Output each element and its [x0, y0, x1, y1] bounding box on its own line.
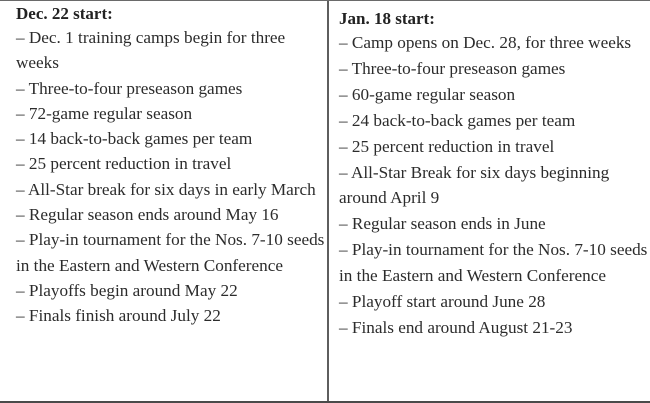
list-item: – 24 back-to-back games per team — [339, 110, 576, 130]
list-item: – 72-game regular season — [16, 103, 193, 123]
list-item: – Regular season ends in June — [339, 214, 546, 234]
list-item: – Regular season ends around May 16 — [16, 205, 279, 225]
list-item: – Playoffs begin around May 22 — [16, 280, 238, 300]
column-title: Dec. 22 start: — [16, 4, 113, 23]
list-item: – 14 back-to-back games per team — [16, 129, 253, 149]
jan-18-start-column — [327, 1, 650, 401]
list-item: – 60-game regular season — [339, 84, 516, 104]
list-item: – Dec. 1 training camps begin for three weeks — [16, 28, 286, 73]
list-item: – Play-in tournament for the Nos. 7-10 seeds in the Eastern and Western Conference — [339, 240, 648, 286]
list-item: – Finals end around August 21-23 — [339, 317, 573, 337]
column-title: Jan. 18 start: — [339, 9, 435, 28]
list-item: – All-Star Break for six days beginning around April 9 — [339, 162, 610, 208]
list-item: – 25 percent reduction in travel — [339, 136, 555, 156]
schedule-list — [16, 25, 325, 329]
schedule-list — [339, 30, 648, 341]
list-item: – All-Star break for six days in early March — [16, 179, 316, 199]
list-item: – Camp opens on Dec. 28, for three weeks — [339, 33, 632, 52]
list-item: – Finals finish around July 22 — [16, 306, 221, 326]
list-item: – Play-in tournament for the Nos. 7-10 seeds in the Eastern and Western Conference — [16, 230, 325, 275]
list-item: – Playoff start around June 28 — [339, 292, 546, 312]
list-item: – 25 percent reduction in travel — [16, 154, 232, 174]
list-item: – Three-to-four preseason games — [16, 78, 243, 98]
dec-22-start-column — [0, 1, 327, 401]
list-item: – Three-to-four preseason games — [339, 58, 566, 78]
